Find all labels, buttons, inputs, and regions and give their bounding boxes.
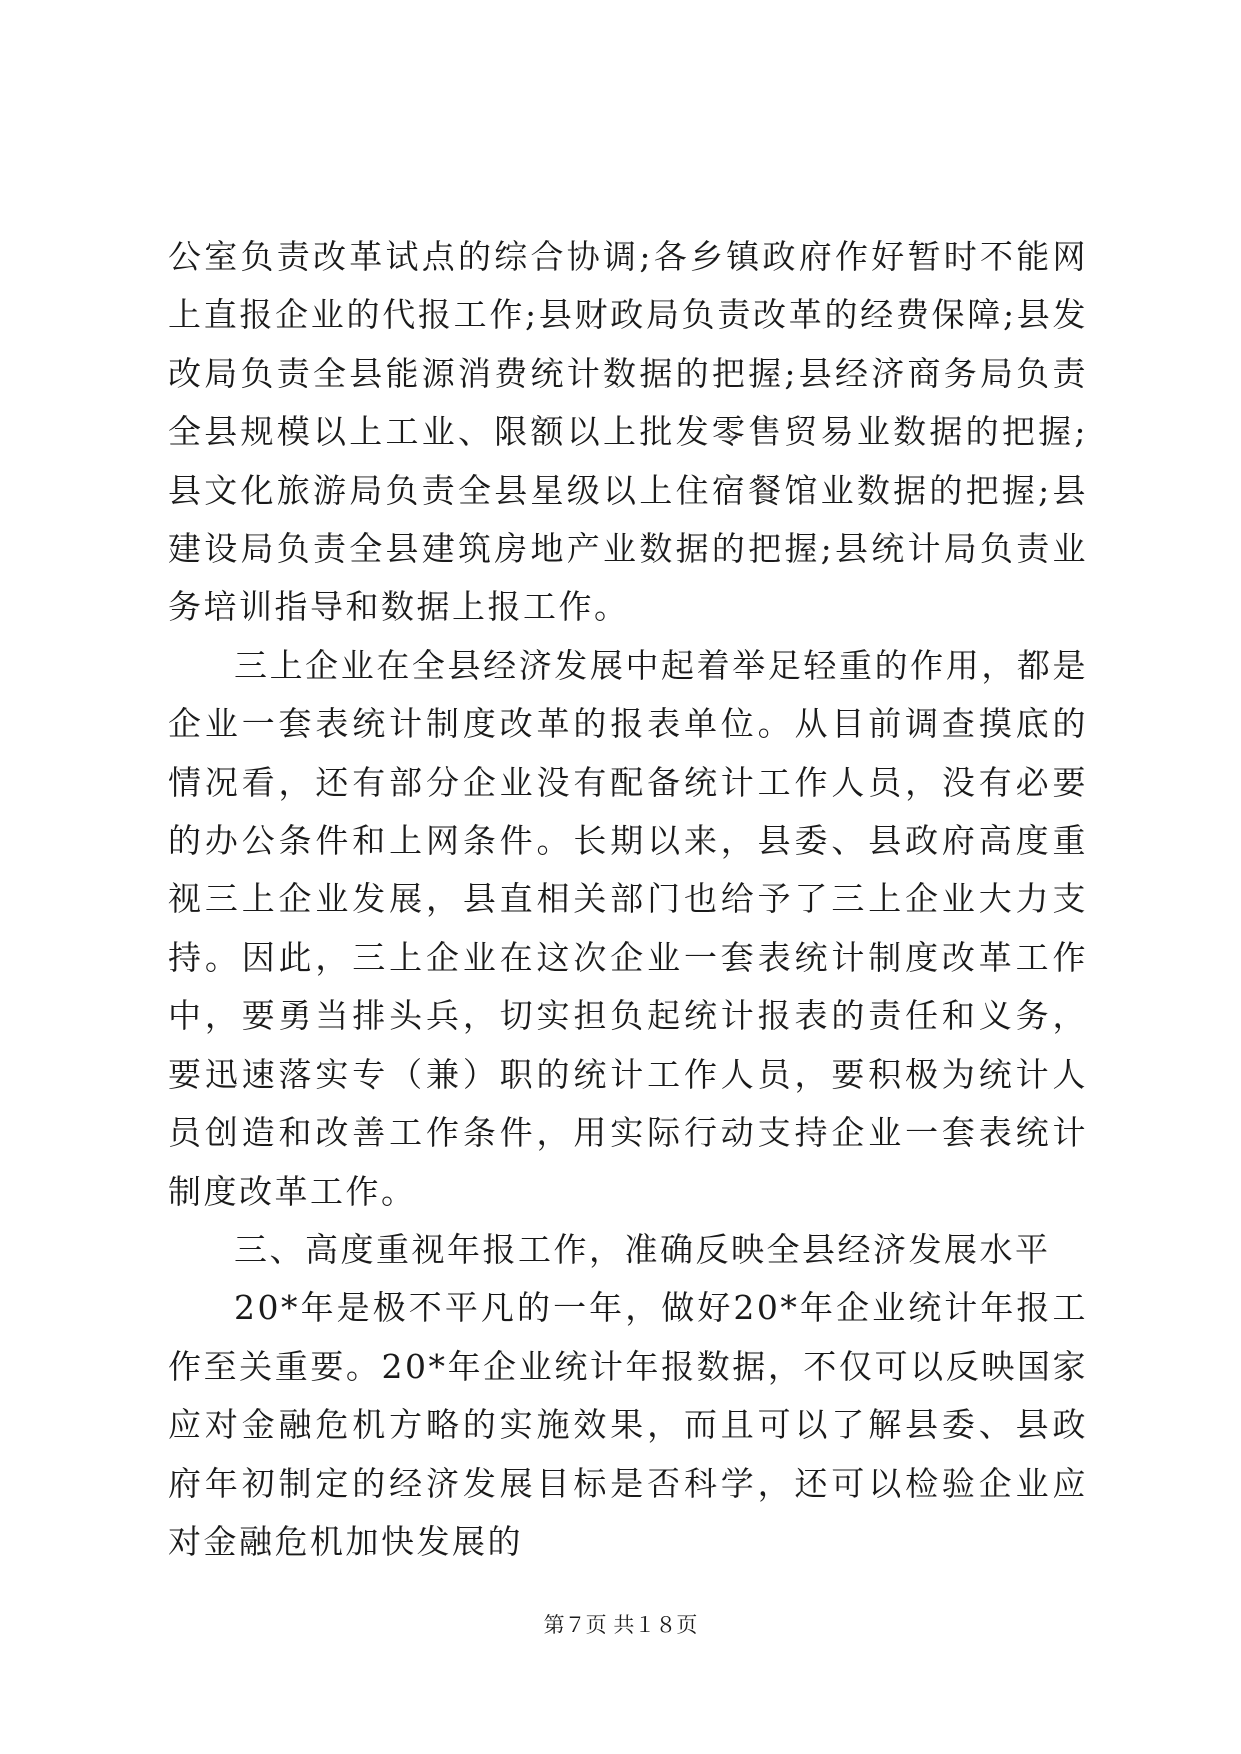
paragraph-continuation: 公室负责改革试点的综合协调;各乡镇政府作好暂时不能网上直报企业的代报工作;县财政局负责改革的经费保障;县发改局负责全县能源消费统计数据的把握;县经济商务局负责全县规模以上工业、限额以上批发零售贸易业数据的把握;县文化旅游局负责全县星级以上住宿餐馆业数据的把握;县建设局负责全县建筑房地产业数据的把握;县统计局负责业务培训指导和数据上报工作。: [168, 237, 1088, 627]
section-heading-annual-report: 三、高度重视年报工作，准确反映全县经济发展水平: [234, 1229, 1051, 1269]
document-body: [168, 228, 1088, 1571]
page-number-footer: 第７页 共１８页: [543, 1613, 698, 1637]
paragraph-annual-report: 20*年是极不平凡的一年，做好20*年企业统计年报工作至关重要。20*年企业统计年报数据，不仅可以反映国家应对金融危机方略的实施效果，而且可以了解县委、县政府年初制定的经济发展目标是否科学，还可以检验企业应对金融危机加快发展的: [168, 1288, 1088, 1561]
paragraph-three-up-enterprises: 三上企业在全县经济发展中起着举足轻重的作用，都是企业一套表统计制度改革的报表单位。从目前调查摸底的情况看，还有部分企业没有配备统计工作人员，没有必要的办公条件和上网条件。长期以来，县委、县政府高度重视三上企业发展，县直相关部门也给予了三上企业大力支持。因此，三上企业在这次企业一套表统计制度改革工作中，要勇当排头兵，切实担负起统计报表的责任和义务，要迅速落实专（兼）职的统计工作人员，要积极为统计人员创造和改善工作条件，用实际行动支持企业一套表统计制度改革工作。: [168, 645, 1088, 1211]
